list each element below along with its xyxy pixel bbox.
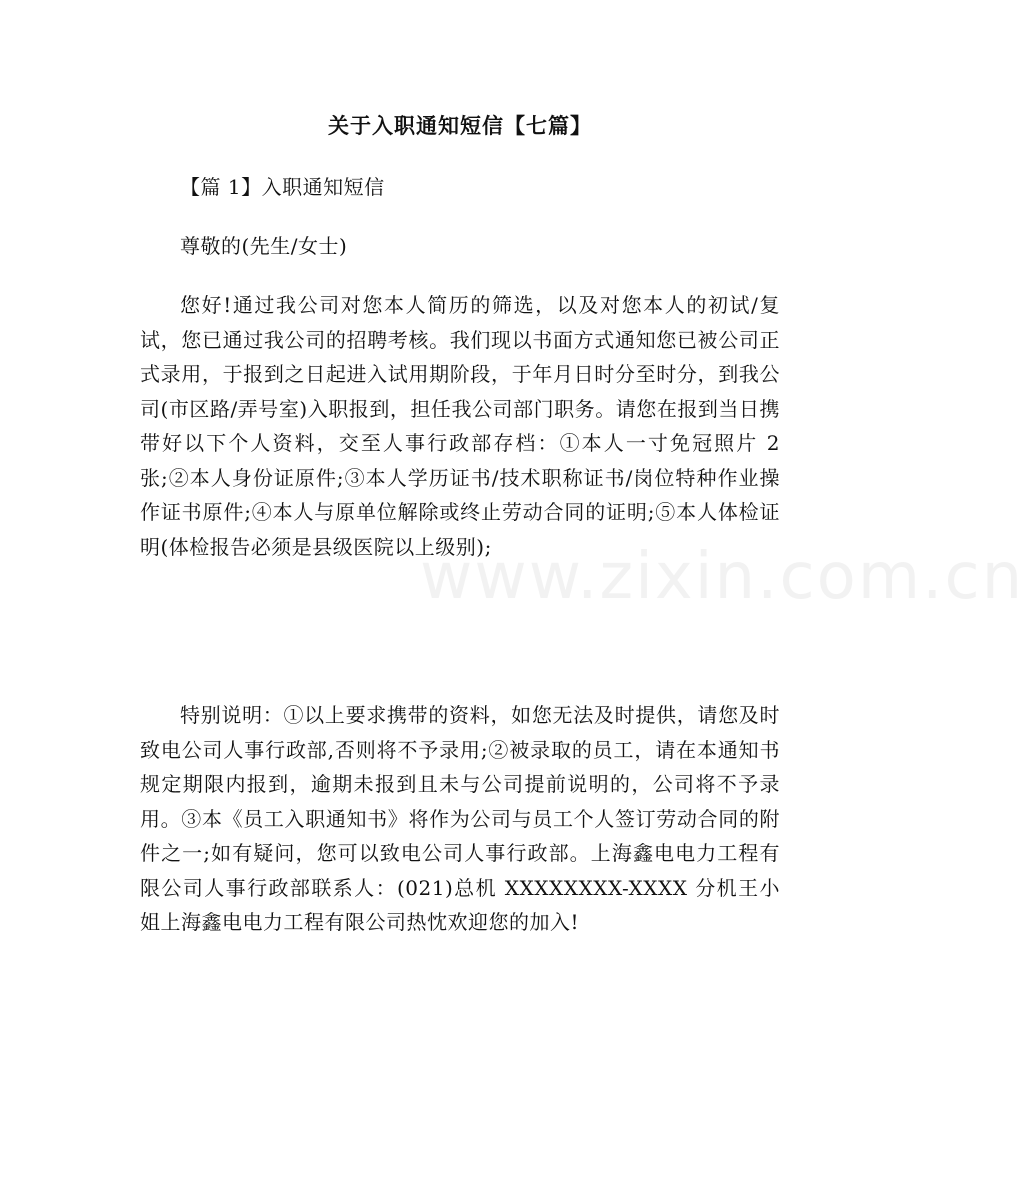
document-title: 关于入职通知短信【七篇】 — [328, 113, 592, 138]
paragraph-special-notes: 特别说明：①以上要求携带的资料，如您无法及时提供，请您及时致电公司人事行政部,否则将不予录用;②被录取的员工，请在本通知书规定期限内报到，逾期未报到且未与公司提前说明的，公司将不予录用。③本《员工入职通知书》将作为公司与员工个人签订劳动合同的附件之一;如有疑问，您可以致电公司人事行政部。上海鑫电电力工程有限公司人事行政部联系人：(021)总机 XXXXXXXX-XXXX 分机王小姐上海鑫电电力工程有限公司热忱欢迎您的加入! — [140, 703, 780, 934]
paragraph-main: 您好!通过我公司对您本人简历的筛选，以及对您本人的初试/复试，您已通过我公司的招聘考核。我们现以书面方式通知您已被公司正式录用，于报到之日起进入试用期阶段，于年月日时分至时分，到我公司(市区路/弄号室)入职报到，担任我公司部门职务。请您在报到当日携带好以下个人资料，交至人事行政部存档：①本人一寸免冠照片 2 张;②本人身份证原件;③本人学历证书/技术职称证书/岗位特种作业操作证书原件;④本人与原单位解除或终止劳动合同的证明;⑤本人体检证明(体检报告必须是县级医院以上级别); — [140, 293, 780, 559]
section-heading: 【篇 1】入职通知短信 — [180, 175, 385, 199]
salutation: 尊敬的(先生/女士) — [180, 234, 348, 258]
watermark: www.zixin.com.cn — [420, 540, 1024, 614]
